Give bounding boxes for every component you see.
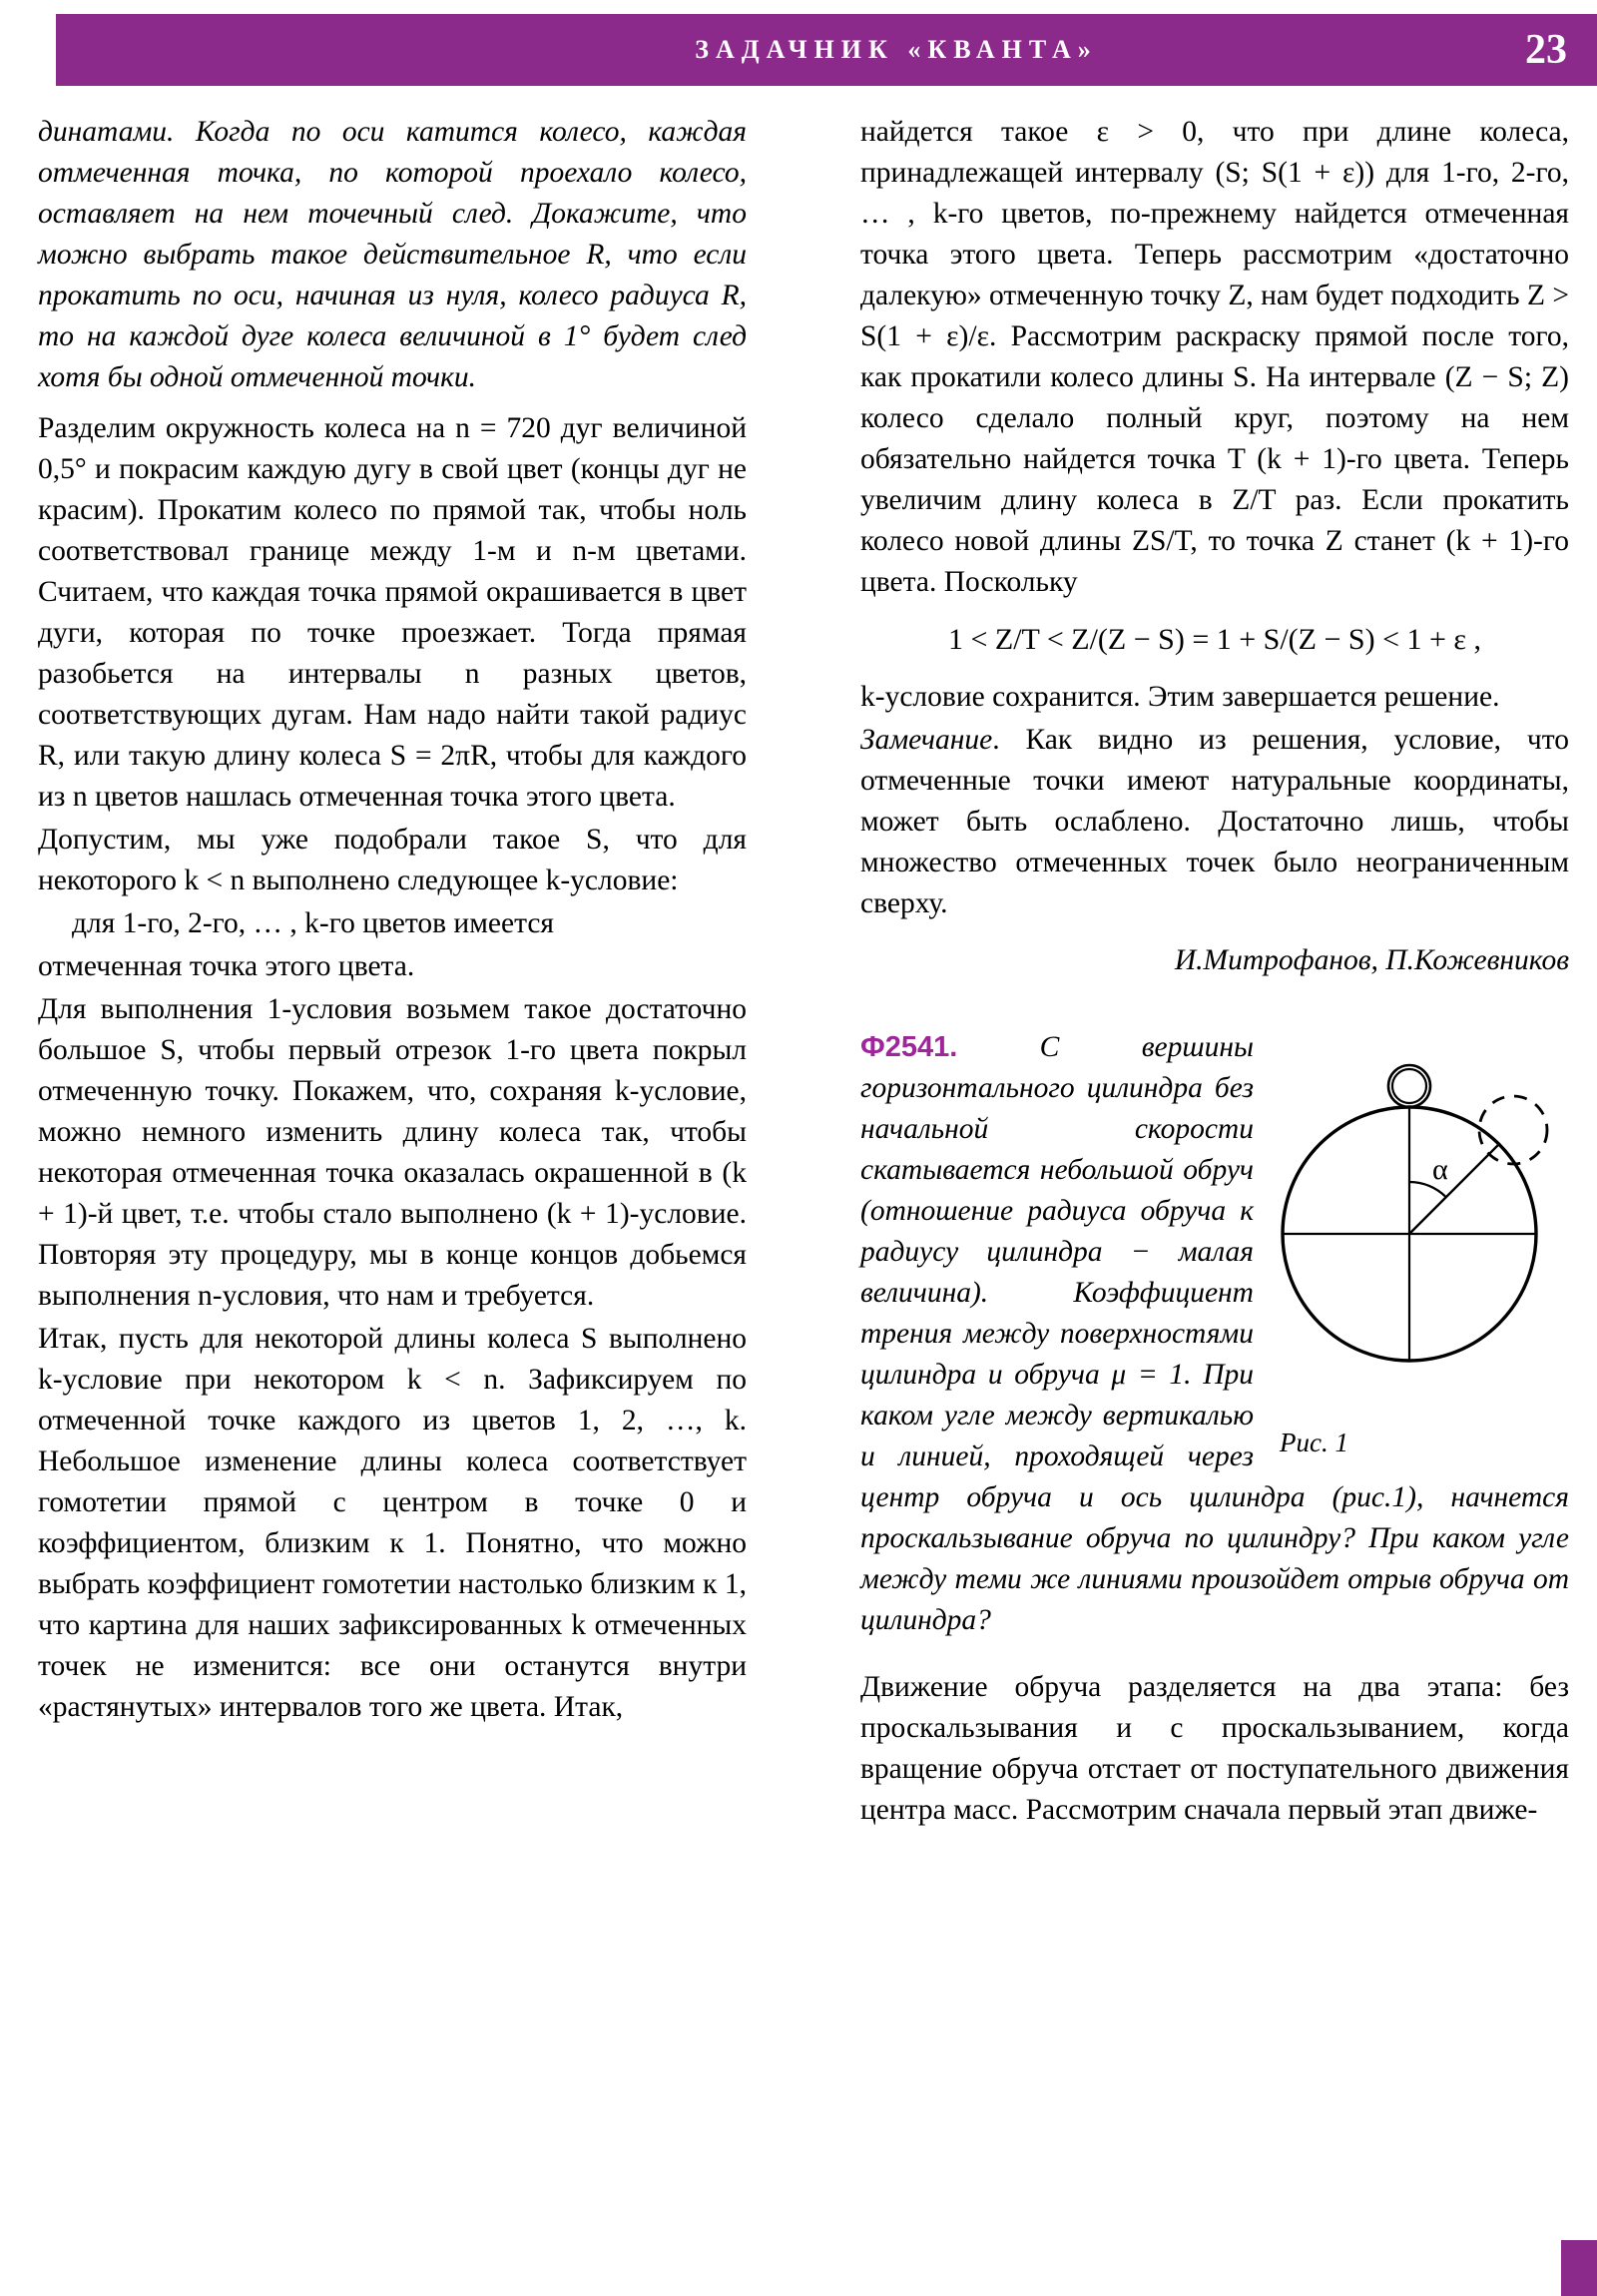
page-number: 23	[1525, 27, 1567, 73]
spacer	[38, 398, 747, 408]
right-column	[860, 112, 1569, 1831]
problem-text: С вершины горизонтального цилиндра без начальной скорости скатывается небольшой обруч (отношение радиуса обруча к радиусу цилиндра − малая величина). Коэффициент трения между поверхностями цилиндра и обруча μ = 1. При каком угле между вертикалью и линией, проходящей через центр обруча и ось цилиндра (рис.1), начнется проскальзывание обруча по цилиндру? При каком угле между теми же линиями произойдет отрыв обруча от цилиндра?	[860, 1031, 1569, 1636]
solution-paragraph-2: Допустим, мы уже подобрали такое S, что для некоторого k < n выполнено следующее k-условие:	[38, 824, 747, 896]
solution-paragraph-3: Для выполнения 1-условия возьмем такое достаточно большое S, чтобы первый отрезок 1-го цвета покрыл отмеченную точку. Покажем, что, сохраняя k-условие, можно немного изменить длину колеса так, чтобы некоторая отмеченная точка оказалась окрашенной в (k + 1)-й цвет, т.е. чтобы стало выполнено (k + 1)-условие. Повторяя эту процедуру, мы в конце концов добьемся выполнения n-условия, что нам и требуется.	[38, 993, 747, 1312]
remark-paragraph	[860, 720, 1569, 924]
condition-line-2: отмеченная точка этого цвета.	[38, 950, 415, 982]
problem-statement-continuation: динатами. Когда по оси катится колесо, каждая отмеченная точка, по которой проехало колесо, оставляет на нем точечный след. Докажите, что можно выбрать такое действительное R, что если прокатить по оси, начиная из нуля, колесо радиуса R, то на каждой дуге колеса величиной в 1° будет след хотя бы одной отмеченной точки.	[38, 116, 747, 393]
hoop-dashed-circle	[1479, 1096, 1547, 1164]
problem-number: Ф2541.	[860, 1031, 958, 1063]
bottom-corner-mark	[1561, 2240, 1597, 2296]
solution-paragraph-1: Разделим окружность колеса на n = 720 дуг величиной 0,5° и покрасим каждую дугу в свой цвет (концы дуг не красим). Прокатим колесо по прямой так, чтобы ноль соответствовал границе между 1-м и n-м цветами. Считаем, что каждая точка прямой окрашивается в цвет дуги, которая по точке проезжает. Тогда прямая разобьется на интервалы n разных цветов, соответствующих дугам. Нам надо найти такой радиус R, или такую длину колеса S = 2πR, чтобы для каждого из n цветов нашлась отмеченная точка этого цвета.	[38, 412, 747, 813]
solution-paragraph-5: найдется такое ε > 0, что при длине колеса, принадлежащей интервалу (S; S(1 + ε)) для 1-го, 2-го, … , k-го цветов, по-прежнему найдется отмеченная точка этого цвета. Теперь рассмотрим «достаточно далекую» отмеченную точку Z, нам будет подходить Z > S(1 + ε)/ε. Рассмотрим раскраску прямой после того, как прокатили колесо длины S. На интервале (Z − S; Z) колесо сделало полный круг, поэтому на нем обязательно найдется точка T (k + 1)-го цвета. Теперь увеличим длину колеса в Z/T раз. Если прокатить колесо новой длины ZS/T, то точка Z станет (k + 1)-го цвета. Поскольку	[860, 116, 1569, 598]
solution-paragraph-6: k-условие сохранится. Этим завершается решение.	[860, 681, 1500, 713]
solution-f2541-start: Движение обруча разделяется на два этапа: без проскальзывания и с проскальзыванием, когда вращение обруча отстает от поступательного движения центра масс. Рассмотрим сначала первый этап движе-	[860, 1671, 1569, 1826]
radius-line-alpha	[1409, 1144, 1499, 1234]
page-content	[0, 112, 1597, 2258]
left-column	[38, 112, 747, 1728]
display-formula: 1 < Z/T < Z/(Z − S) = 1 + S/(Z − S) < 1 + ε ,	[947, 623, 1482, 656]
header-title: ЗАДАЧНИК «КВАНТА»	[695, 35, 1098, 64]
condition-line-1: для 1-го, 2-го, … , k-го цветов имеется	[72, 907, 554, 939]
figure-caption: Рис. 1	[1280, 1428, 1348, 1457]
spacer	[860, 981, 1569, 1027]
spacer	[860, 1641, 1569, 1667]
figure-1	[1270, 1039, 1569, 1458]
solution-paragraph-4: Итак, пусть для некоторой длины колеса S выполнено k-условие при некотором k < n. Зафиксируем по отмеченной точке каждого из цветов 1, 2, …, k. Небольшое изменение длины колеса соответствует гомотетии прямой с центром в точке 0 и коэффициентом, близким к 1. Понятно, что можно выбрать коэффициент гомотетии настолько близким к 1, что картина для наших зафиксированных k отмеченных точек не изменится: все они останутся внутри «растянутых» интервалов того же цвета. Итак,	[38, 1323, 747, 1723]
hoop-inner-circle	[1392, 1069, 1426, 1103]
cylinder-hoop-diagram	[1270, 1039, 1569, 1424]
remark-label: Замечание	[860, 724, 993, 756]
hoop-outer-circle	[1388, 1065, 1430, 1107]
authors-byline: И.Митрофанов, П.Кожевников	[1174, 944, 1569, 976]
page-header-band	[56, 14, 1597, 86]
problem-f2541-block	[860, 1027, 1569, 1641]
remark-text: . Как видно из решения, условие, что отмеченные точки имеют натуральные координаты, может быть ослаблено. Достаточно лишь, чтобы множество отмеченных точек было неограниченным сверху.	[860, 724, 1569, 919]
alpha-label: α	[1432, 1153, 1448, 1186]
